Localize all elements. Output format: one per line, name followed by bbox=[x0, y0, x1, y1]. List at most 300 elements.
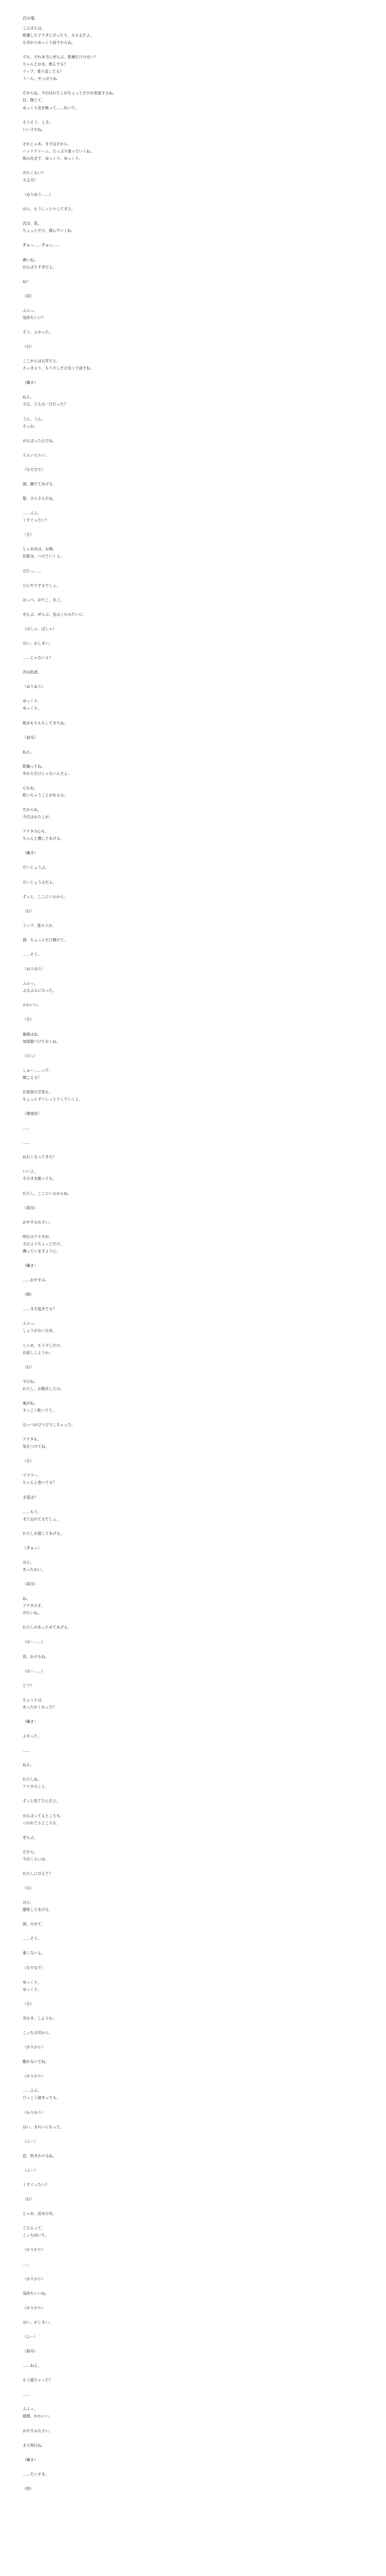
blank-line bbox=[23, 857, 177, 864]
blank-line bbox=[23, 1313, 177, 1320]
text-line: アナタも、 bbox=[23, 1437, 42, 1442]
text-line: （囁き） bbox=[23, 1719, 38, 1724]
text-line: リップ、塗り直してる？ bbox=[23, 69, 64, 74]
text-line: そうそう、上手。 bbox=[23, 120, 53, 125]
blank-line bbox=[23, 1429, 177, 1436]
text-line: （かりかり） bbox=[23, 2276, 45, 2281]
text-line: 気持ちいい？ bbox=[23, 315, 45, 320]
text-line: ねむくなってきた？ bbox=[23, 1155, 57, 1160]
text-line: ……もう、 bbox=[23, 1509, 42, 1514]
text-line: 寝顔、かわいい。 bbox=[23, 2414, 53, 2419]
text-line: 乾燥ってね、 bbox=[23, 764, 45, 769]
blank-line bbox=[23, 618, 177, 625]
text-line: （なでなで） bbox=[23, 1965, 45, 1970]
text-line: しゅー……って、 bbox=[23, 1067, 53, 1073]
blank-line bbox=[23, 1892, 177, 1899]
text-line: 冷たくない？ bbox=[23, 170, 45, 175]
text-line: 乾いちゃうことがあるの。 bbox=[23, 792, 68, 798]
text-line: （かりかり） bbox=[23, 2045, 45, 2050]
blank-line bbox=[23, 2420, 177, 2428]
text-line: 加湿器つけておくね。 bbox=[23, 1039, 60, 1044]
text-line: いい子だね。 bbox=[23, 127, 45, 132]
blank-line bbox=[23, 712, 177, 719]
text-line: ゆっくり。 bbox=[23, 706, 42, 711]
text-line: わたしがあっためてあげる。 bbox=[23, 1625, 72, 1630]
text-line: じゃあ、反対の耳。 bbox=[23, 2211, 57, 2216]
blank-line bbox=[23, 1769, 177, 1776]
blank-line bbox=[23, 741, 177, 749]
text-line: ふふっ、 bbox=[23, 1321, 38, 1326]
blank-line bbox=[23, 1197, 177, 1205]
text-line: （右） bbox=[23, 908, 34, 913]
blank-line bbox=[23, 234, 177, 242]
blank-line bbox=[23, 2145, 177, 2153]
text-line: （右） bbox=[23, 2197, 34, 2202]
text-line: ひんやりするでしょ。 bbox=[23, 583, 60, 588]
blank-line bbox=[23, 1790, 177, 1798]
blank-line bbox=[23, 2037, 177, 2044]
document-body bbox=[23, 25, 386, 2493]
text-line: ……おやすみ。 bbox=[23, 1278, 49, 1283]
text-line: （右） bbox=[23, 1886, 34, 1891]
blank-line bbox=[23, 1212, 177, 1219]
text-line: （ぬりぬり……） bbox=[23, 192, 53, 197]
blank-line bbox=[23, 2341, 177, 2348]
text-line: 重くないよ。 bbox=[23, 1951, 45, 1956]
blank-line bbox=[23, 321, 177, 329]
text-line: （右） bbox=[23, 1364, 34, 1369]
blank-line bbox=[23, 2268, 177, 2276]
text-line: （なでなで） bbox=[23, 467, 45, 472]
blank-line bbox=[23, 589, 177, 597]
blank-line bbox=[23, 184, 177, 191]
text-line: 髪、さらさらだね。 bbox=[23, 496, 57, 501]
text-line: （囁き） bbox=[23, 851, 38, 856]
text-line: （両耳） bbox=[23, 1582, 38, 1587]
text-line: （ぎゅっ） bbox=[23, 1545, 42, 1550]
blank-line bbox=[23, 1284, 177, 1291]
text-line: でも、それ本当にぜんぶ、乾燥だけのせい？ bbox=[23, 55, 98, 60]
blank-line bbox=[23, 2174, 177, 2181]
text-line: ……ふふ、 bbox=[23, 2088, 42, 2093]
text-line: ほら、 bbox=[23, 1560, 34, 1565]
blank-line bbox=[23, 1414, 177, 1421]
blank-line bbox=[23, 604, 177, 611]
text-line: ハンドクリーム、たっぷり塗っていくね。 bbox=[23, 148, 94, 154]
text-line: わたし、お散歩したの。 bbox=[23, 1386, 64, 1391]
text-line: （左） bbox=[23, 1459, 34, 1464]
text-line: マフラー、 bbox=[23, 1473, 42, 1478]
blank-line bbox=[23, 1675, 177, 1682]
text-line: 今日よりちょっとだけ、 bbox=[23, 1241, 64, 1246]
text-line: ぎゅっ……ぎゅっ…… bbox=[23, 243, 60, 248]
text-line: ふふっ、 bbox=[23, 2406, 38, 2412]
blank-line bbox=[23, 2478, 177, 2485]
blank-line bbox=[23, 799, 177, 806]
text-line: 今日ね、 bbox=[23, 1379, 38, 1384]
blank-line bbox=[23, 1660, 177, 1668]
text-line: こんばんは。 bbox=[23, 26, 45, 30]
blank-line bbox=[23, 1298, 177, 1306]
blank-line bbox=[23, 538, 177, 546]
blank-line bbox=[23, 1957, 177, 1964]
blank-line bbox=[23, 2326, 177, 2333]
text-line: 次は、肩。 bbox=[23, 221, 42, 226]
text-line: つかれてるところも、 bbox=[23, 1820, 60, 1825]
text-line: 心もね、 bbox=[23, 785, 38, 790]
text-line: けっこう溜まってる。 bbox=[23, 2095, 60, 2100]
blank-line bbox=[23, 249, 177, 256]
blank-line bbox=[23, 1060, 177, 1067]
blank-line bbox=[23, 727, 177, 734]
text-line: それじゃあ、まずは手から。 bbox=[23, 141, 72, 146]
blank-line bbox=[23, 1117, 177, 1125]
text-line: あったかい。 bbox=[23, 1567, 45, 1572]
blank-line bbox=[23, 1928, 177, 1935]
text-line: …… bbox=[23, 2262, 30, 2267]
text-line: すっごく乾いてて。 bbox=[23, 1408, 57, 1413]
text-line: ……ふふ、 bbox=[23, 511, 42, 516]
blank-line bbox=[23, 1269, 177, 1277]
text-line: ぷるぷるになった。 bbox=[23, 988, 57, 993]
blank-line bbox=[23, 1081, 177, 1089]
text-line: 化粧水、つけていくよ。 bbox=[23, 554, 64, 559]
text-line: 明日のアナタが、 bbox=[23, 1234, 52, 1239]
text-line: よかった。 bbox=[23, 1734, 42, 1739]
text-line: （かりかり） bbox=[23, 2110, 45, 2115]
blank-line bbox=[23, 162, 177, 170]
blank-line bbox=[23, 336, 177, 343]
blank-line bbox=[23, 2384, 177, 2391]
blank-line bbox=[23, 1805, 177, 1812]
blank-line bbox=[23, 1725, 177, 1733]
text-line: さっきより、もう少しだけ近くで話すね。 bbox=[23, 366, 94, 371]
blank-line bbox=[23, 647, 177, 654]
blank-line bbox=[23, 1132, 177, 1139]
text-line: （肩） bbox=[23, 293, 34, 298]
text-line: 気をつけてね。 bbox=[23, 1444, 49, 1449]
blank-line bbox=[23, 430, 177, 437]
blank-line bbox=[23, 1689, 177, 1697]
blank-line bbox=[23, 2239, 177, 2246]
blank-line bbox=[23, 2297, 177, 2304]
blank-line bbox=[23, 1009, 177, 1016]
blank-line bbox=[23, 2398, 177, 2405]
text-line: ね？ bbox=[23, 279, 30, 284]
blank-line bbox=[23, 1523, 177, 1530]
blank-line bbox=[23, 1226, 177, 1233]
text-line: ……そう。 bbox=[23, 1936, 42, 1941]
text-line: ほっぺがぴりぴりしちゃった。 bbox=[23, 1422, 76, 1428]
text-line: ふふっ、 bbox=[23, 308, 38, 313]
text-line: ふふっ、 bbox=[23, 981, 38, 986]
text-line: 今日、どんな一日だった？ bbox=[23, 402, 68, 407]
text-line: （間） bbox=[23, 1292, 34, 1297]
blank-line bbox=[23, 1501, 177, 1509]
text-line: 聞こえる？ bbox=[23, 1075, 42, 1080]
blank-line bbox=[23, 1993, 177, 2001]
text-line: （はー……） bbox=[23, 1639, 45, 1645]
text-line: ぴたっ…… bbox=[23, 568, 42, 573]
blank-line bbox=[23, 1161, 177, 1168]
text-line: ほっぺ、おでこ、あご。 bbox=[23, 597, 64, 602]
text-line: じゃあ次は、お顔。 bbox=[23, 547, 57, 552]
blank-line bbox=[23, 1573, 177, 1581]
blank-line bbox=[23, 2253, 177, 2261]
text-line: （終） bbox=[23, 2486, 34, 2491]
text-line: こっちの耳から。 bbox=[23, 2030, 53, 2035]
blank-line bbox=[23, 973, 177, 980]
text-line: 乾燥したアナタにぴったり、るるるだよ。 bbox=[23, 33, 94, 38]
blank-line bbox=[23, 1711, 177, 1718]
text-line: 冷たいね。 bbox=[23, 1611, 42, 1616]
blank-line bbox=[23, 2369, 177, 2377]
blank-line bbox=[23, 2080, 177, 2087]
text-line: ちゃんとお水、飲んでる？ bbox=[23, 62, 68, 67]
text-line: ……そう。 bbox=[23, 952, 42, 957]
blank-line bbox=[23, 82, 177, 90]
text-line: 頭、撫でてあげる。 bbox=[23, 481, 57, 486]
blank-line bbox=[23, 1146, 177, 1154]
text-line: 外からだけじゃないんだよ。 bbox=[23, 771, 72, 776]
blank-line bbox=[23, 2065, 177, 2073]
blank-line bbox=[23, 133, 177, 141]
text-line: 頭、のせて。 bbox=[23, 1922, 45, 1927]
blank-line bbox=[23, 1863, 177, 1870]
text-line: （右） bbox=[23, 344, 34, 349]
blank-line bbox=[23, 2464, 177, 2471]
text-line: だからね、今日はわたしがちょっとだけお世話するね。 bbox=[23, 91, 117, 96]
text-line: …… bbox=[23, 2392, 30, 2397]
text-line: （左） bbox=[23, 532, 34, 537]
text-line: （左） bbox=[23, 1017, 34, 1022]
blank-line bbox=[23, 213, 177, 220]
text-line: そう、よかった。 bbox=[23, 329, 53, 334]
blank-line bbox=[23, 1537, 177, 1545]
text-line: 唇、ちょっとだけ開けて。 bbox=[23, 937, 68, 942]
text-line: がんばりすぎだよ。 bbox=[23, 264, 57, 269]
text-line: そのまま眠っても。 bbox=[23, 1176, 57, 1181]
text-line: ちょっとだけ、揉んでいくね。 bbox=[23, 228, 75, 233]
text-line: 風がね、 bbox=[23, 1400, 38, 1405]
blank-line bbox=[23, 2160, 177, 2167]
text-line: 大丈夫？ bbox=[23, 177, 38, 182]
blank-line bbox=[23, 662, 177, 669]
text-line: 潤っていますように。 bbox=[23, 1248, 60, 1253]
text-line: ほら、もうしっとりしてきた。 bbox=[23, 207, 76, 212]
blank-line bbox=[23, 1450, 177, 1458]
blank-line bbox=[23, 46, 177, 54]
text-line: かわいい。 bbox=[23, 1003, 42, 1008]
blank-line bbox=[23, 1877, 177, 1885]
blank-line bbox=[23, 1023, 177, 1030]
text-line: 肌がもちもちしてきたね。 bbox=[23, 720, 68, 725]
text-line: ずっと、ここにいるから。 bbox=[23, 894, 68, 899]
text-line: こっち向いて。 bbox=[23, 2233, 49, 2238]
text-line: （ぬりぬり） bbox=[23, 967, 45, 972]
blank-line bbox=[23, 929, 177, 937]
text-line: ねえ。 bbox=[23, 749, 34, 754]
blank-line bbox=[23, 1552, 177, 1559]
text-line: ちょっとずつしっとりしていくよ。 bbox=[23, 1096, 83, 1101]
blank-line bbox=[23, 994, 177, 1002]
text-line: じゃあ、もう少しだけ、 bbox=[23, 1343, 64, 1348]
blank-line bbox=[23, 459, 177, 466]
blank-line bbox=[23, 1045, 177, 1053]
text-line: いいよ、 bbox=[23, 1169, 38, 1174]
blank-line bbox=[23, 821, 177, 828]
blank-line bbox=[23, 575, 177, 582]
blank-line bbox=[23, 842, 177, 850]
blank-line bbox=[23, 777, 177, 785]
text-line: 最後はね、 bbox=[23, 1031, 42, 1037]
text-line: （ふー） bbox=[23, 2334, 38, 2339]
blank-line bbox=[23, 1754, 177, 1761]
text-line: はい、きれいになった。 bbox=[23, 2124, 64, 2129]
blank-line bbox=[23, 690, 177, 698]
blank-line bbox=[23, 2283, 177, 2290]
text-line: 指の先まで、ゆっくり、ゆっくり。 bbox=[23, 156, 83, 161]
blank-line bbox=[23, 2008, 177, 2015]
blank-line bbox=[23, 2312, 177, 2319]
text-line: 目、閉じて。 bbox=[23, 98, 45, 103]
text-line: どう？ bbox=[23, 1683, 34, 1688]
text-line: お部屋の空気も、 bbox=[23, 1089, 53, 1094]
blank-line bbox=[23, 2355, 177, 2362]
text-line: おやすみなさい。 bbox=[23, 1219, 53, 1225]
text-line: ほら、 bbox=[23, 1900, 34, 1905]
blank-line bbox=[23, 915, 177, 922]
text-line: くすぐったい？ bbox=[23, 2182, 49, 2187]
blank-line bbox=[23, 1334, 177, 1342]
text-line: あったかくなった？ bbox=[23, 1704, 57, 1709]
text-line: ちゃんと巻いてる？ bbox=[23, 1480, 57, 1485]
blank-line bbox=[23, 2217, 177, 2225]
text-line: うん、うん。 bbox=[23, 416, 46, 421]
text-line: （ふー） bbox=[23, 2139, 38, 2144]
text-line: 今日はわたしが、 bbox=[23, 815, 53, 820]
blank-line bbox=[23, 300, 177, 307]
blank-line bbox=[23, 2116, 177, 2124]
text-line: …… bbox=[23, 1140, 30, 1145]
blank-line bbox=[23, 350, 177, 358]
blank-line bbox=[23, 944, 177, 951]
text-line: 動かないでね。 bbox=[23, 2059, 49, 2064]
text-line: 手袋は？ bbox=[23, 1495, 38, 1500]
text-line: しょうがないなあ。 bbox=[23, 1328, 57, 1333]
blank-line bbox=[23, 1841, 177, 1849]
text-line: （ふー） bbox=[23, 2167, 38, 2173]
text-line: はい、おしまい。 bbox=[23, 640, 53, 646]
blank-line bbox=[23, 198, 177, 206]
text-line: 今日くらいは、 bbox=[23, 1856, 49, 1861]
text-line: だから、 bbox=[23, 1849, 38, 1854]
text-line: （ぴっ） bbox=[23, 1053, 38, 1058]
text-line: （ぬりぬり） bbox=[23, 684, 45, 689]
text-line: （両耳） bbox=[23, 2349, 38, 2354]
text-line: アナタの手、 bbox=[23, 1603, 45, 1608]
blank-line bbox=[23, 901, 177, 908]
text-line: （囁き） bbox=[23, 1263, 38, 1268]
text-line: （かりかり） bbox=[23, 2305, 45, 2310]
text-line: 左耳からゆっくり話すからね。 bbox=[23, 40, 75, 45]
blank-line bbox=[23, 408, 177, 415]
text-line: ゆっくり、 bbox=[23, 1979, 42, 1985]
text-line: （かりかり） bbox=[23, 2074, 45, 2079]
text-line: ね、 bbox=[23, 1596, 30, 1601]
text-line: わたしに甘えて？ bbox=[23, 1871, 53, 1876]
text-line: わたし、ここにいるからね。 bbox=[23, 1191, 72, 1196]
text-line: ぜんぶ。 bbox=[23, 1835, 38, 1840]
text-line: えらいえらい。 bbox=[23, 452, 49, 457]
blank-line bbox=[23, 1393, 177, 1400]
text-line: わたしね、 bbox=[23, 1777, 42, 1782]
blank-line bbox=[23, 1103, 177, 1110]
text-line: だからね、 bbox=[23, 807, 42, 812]
text-line: （環境音） bbox=[23, 1111, 42, 1116]
blank-line bbox=[23, 1183, 177, 1190]
blank-line bbox=[23, 2203, 177, 2210]
blank-line bbox=[23, 2189, 177, 2196]
text-line: ちゃんと潤してあげる。 bbox=[23, 836, 64, 841]
text-line: がんばったんだね。 bbox=[23, 438, 57, 443]
blank-line bbox=[23, 1646, 177, 1653]
text-line: 気持ちいいね。 bbox=[23, 2291, 49, 2296]
blank-line bbox=[23, 2051, 177, 2058]
text-line: 膝枕してあげる。 bbox=[23, 1907, 53, 1912]
text-line: ……まだ起きてる？ bbox=[23, 1307, 57, 1312]
blank-line bbox=[23, 1255, 177, 1262]
text-line: 次は乳液。 bbox=[23, 670, 42, 675]
blank-line bbox=[23, 112, 177, 119]
text-line: もう寝ちゃった？ bbox=[23, 2378, 53, 2383]
text-line: ちょっとは、 bbox=[23, 1697, 45, 1702]
blank-line bbox=[23, 502, 177, 510]
blank-line bbox=[23, 1913, 177, 1921]
text-line: くすぐったい？ bbox=[23, 518, 49, 523]
blank-line bbox=[23, 560, 177, 567]
text-line: ゆっくり、 bbox=[23, 699, 42, 704]
text-line: ずっと見てたんだよ。 bbox=[23, 1799, 60, 1804]
blank-line bbox=[23, 1972, 177, 1979]
text-line: お話ししようか。 bbox=[23, 1350, 53, 1355]
blank-line bbox=[23, 1465, 177, 1472]
text-line: わたしが貸してあげる。 bbox=[23, 1531, 64, 1536]
text-line: ねえ。 bbox=[23, 1762, 34, 1768]
text-line: …… bbox=[23, 1748, 30, 1753]
text-line: ……ねえ。 bbox=[23, 2363, 42, 2368]
blank-line bbox=[23, 886, 177, 893]
blank-line bbox=[23, 1631, 177, 1638]
blank-line bbox=[23, 958, 177, 965]
text-line: アナタのこと、 bbox=[23, 1784, 49, 1789]
blank-line bbox=[23, 1588, 177, 1595]
text-line: 硬いね。 bbox=[23, 257, 38, 262]
blank-line bbox=[23, 2449, 177, 2456]
blank-line bbox=[23, 871, 177, 878]
blank-line bbox=[23, 1371, 177, 1378]
text-line: （左） bbox=[23, 2001, 34, 2006]
text-line: 息、吹きかけるね。 bbox=[23, 2153, 57, 2158]
text-line: また忘れてるでしょ。 bbox=[23, 1516, 60, 1521]
text-line: はい、おしまい。 bbox=[23, 2319, 53, 2325]
text-line: （囁き） bbox=[23, 380, 38, 385]
blank-line bbox=[23, 1827, 177, 1834]
blank-line bbox=[23, 1942, 177, 1950]
blank-line bbox=[23, 756, 177, 763]
blank-line bbox=[23, 2102, 177, 2109]
text-line: ……だいすき。 bbox=[23, 2471, 49, 2477]
